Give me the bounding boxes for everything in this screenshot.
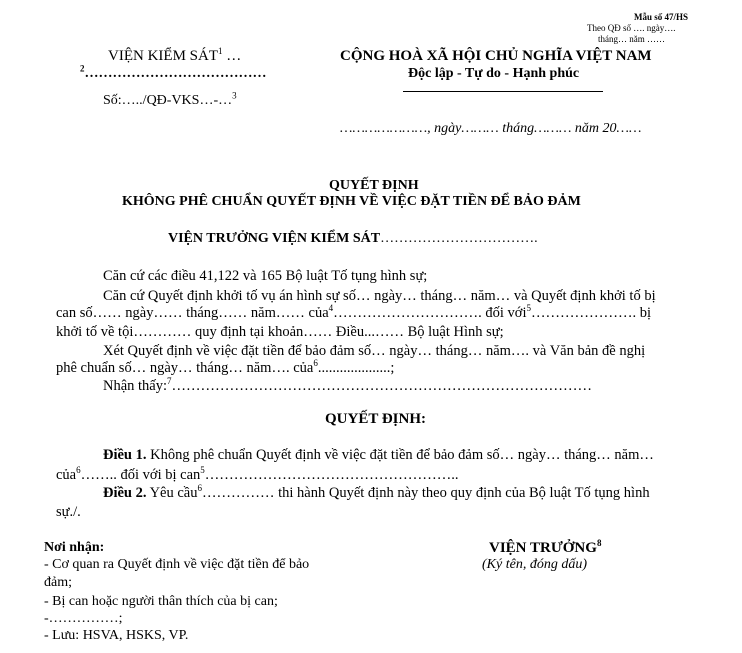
article-2-end: sự./.	[56, 504, 81, 520]
document-subject: KHÔNG PHÊ CHUẨN QUYẾT ĐỊNH VỀ VIỆC ĐẶT TIỀN ĐỂ BẢO ĐẢM	[122, 194, 581, 209]
issuing-authority: VIỆN TRƯỞNG VIỆN KIỂM SÁT…………………………….	[168, 231, 538, 246]
document-number: Số:…../QĐ-VKS…-…$^3$	[103, 90, 237, 108]
agency-sub-line: $^2$…………………………………	[80, 63, 267, 81]
national-motto: Độc lập - Tự do - Hạnh phúc	[408, 66, 580, 81]
findings-line: Nhận thấy:$^7$……………………………………………………………………………	[103, 376, 593, 394]
basis-paragraph-1: Căn cứ các điều 41,122 và 165 Bộ luật Tố tụng hình sự;	[103, 268, 428, 284]
article-1: Điều 1. Không phê chuẩn Quyết định về việc đặt tiền để bảo đảm số… ngày… tháng… năm…	[103, 447, 654, 463]
agency-name: VIỆN KIỂM SÁT$^1$ …	[108, 46, 242, 64]
basis-paragraph-3: Xét Quyết định về việc đặt tiền để bảo đảm số… ngày… tháng… năm…. và Văn bản đề nghị	[103, 343, 646, 359]
recipients-heading: Nơi nhận:	[44, 540, 105, 555]
place-date-line: …………………, ngày……… tháng……… năm 20……	[340, 121, 642, 136]
basis-paragraph-2: Căn cứ Quyết định khởi tố vụ án hình sự số… ngày… tháng… năm… và Quyết định khởi tố bị	[103, 288, 656, 304]
form-number: Mẫu số 47/HS	[634, 12, 689, 22]
decision-heading: QUYẾT ĐỊNH:	[325, 411, 426, 427]
recipient-item: - Lưu: HSVA, HSKS, VP.	[44, 628, 189, 643]
document-title: QUYẾT ĐỊNH	[329, 178, 419, 193]
recipient-item: - Cơ quan ra Quyết định về việc đặt tiền để bảo	[44, 557, 310, 572]
form-reference-date: tháng… năm ……	[598, 34, 665, 44]
basis-paragraph-2-end: khởi tố về tội………… quy định tại khoản…… Điều...…… Bộ luật Hình sự;	[56, 324, 504, 340]
basis-paragraph-2-cont: can số…… ngày…… tháng…… năm…… của$^4$…………………………. đối với$^5$…………………. bị	[56, 303, 652, 321]
article-1-cont: của$^6$…….. đối với bị can$^5$……………………………………………..	[56, 465, 459, 483]
signer-title: VIỆN TRƯỞNG$^8$	[489, 538, 602, 556]
recipient-item: -……………;	[44, 611, 123, 626]
form-reference-line: Theo QĐ số …. ngày….	[587, 23, 676, 33]
nation-title: CỘNG HOÀ XÃ HỘI CHỦ NGHĨA VIỆT NAM	[340, 48, 652, 64]
motto-underline	[403, 91, 603, 92]
recipient-item: đảm;	[44, 575, 72, 590]
signature-note: (Ký tên, đóng dấu)	[482, 557, 587, 572]
recipient-item: - Bị can hoặc người thân thích của bị can;	[44, 594, 278, 609]
article-2: Điều 2. Yêu cầu$^6$…………… thi hành Quyết định này theo quy định của Bộ luật Tố tụng hình	[103, 483, 650, 501]
basis-paragraph-3-cont: phê chuẩn số… ngày… tháng… năm…. của$^6$....................;	[56, 358, 395, 376]
